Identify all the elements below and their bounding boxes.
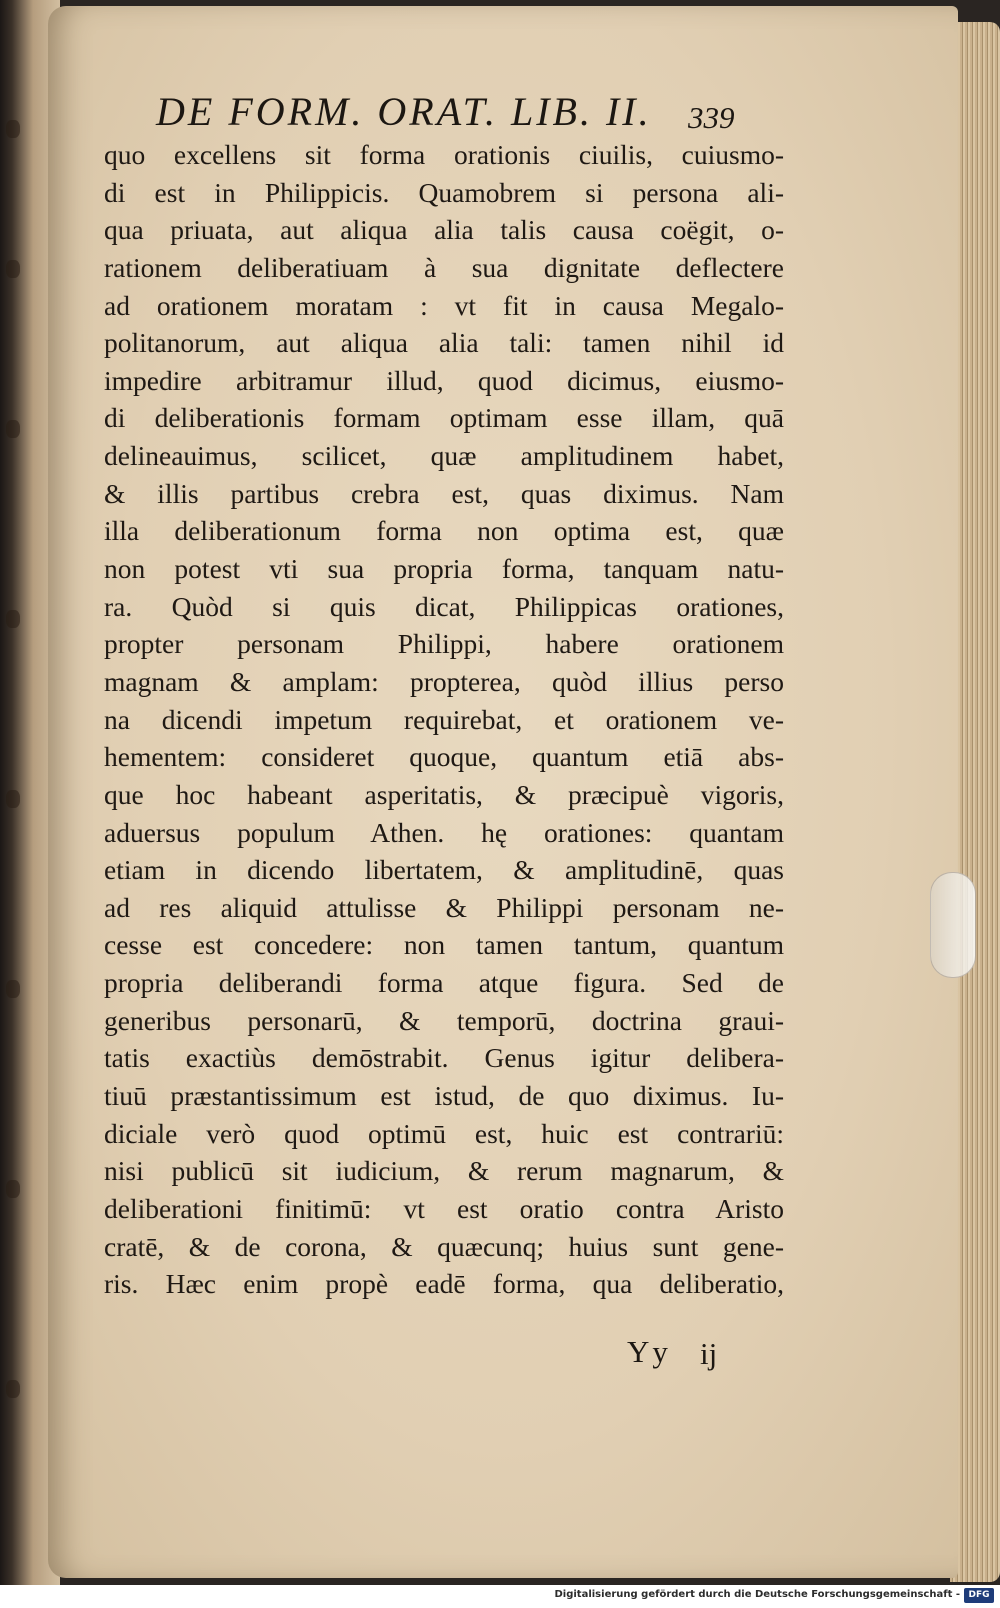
text-line: na dicendi impetum requirebat, et orationem ve- [104, 703, 784, 735]
book-page [48, 6, 958, 1578]
text-line: ris. Hæc enim propè eadē forma, qua deliberatio, [104, 1268, 784, 1300]
text-line: ad orationem moratam : vt fit in causa Megalo- [104, 289, 784, 321]
text-line: di deliberationis formam optimam esse illam, quā [104, 402, 784, 434]
text-line: delineauimus, scilicet, quæ amplitudinem habet, [104, 440, 784, 472]
digitization-footer [0, 1585, 1000, 1608]
dfg-logo-icon: DFG [964, 1588, 994, 1603]
text-line: diciale verò quod optimū est, huic est contrariū: [104, 1117, 784, 1149]
bleed-through-mark [6, 790, 20, 808]
text-line: nisi publicū sit iudicium, & rerum magnarum, & [104, 1155, 784, 1187]
text-line: generibus personarū, & temporū, doctrina graui- [104, 1004, 784, 1036]
text-line: cratē, & de corona, & quæcunq; huius sunt gene- [104, 1230, 784, 1262]
text-line: tiuū præstantissimum est istud, de quo diximus. Iu- [104, 1080, 784, 1112]
text-line: illa deliberationum forma non optima est, quæ [104, 515, 784, 547]
text-line: rationem deliberatiuam à sua dignitate deflectere [104, 251, 784, 283]
funding-credit-text: Digitalisierung gefördert durch die Deutsche Forschungsgemeinschaft - [554, 1589, 960, 1600]
page-clip-holder [930, 872, 976, 978]
text-line: di est in Philippicis. Quamobrem si persona ali- [104, 176, 784, 208]
bleed-through-mark [6, 260, 20, 278]
text-line: etiam in dicendo libertatem, & amplitudinē, quas [104, 854, 784, 886]
page-number: 339 [688, 100, 735, 135]
text-line: que hoc habeant asperitatis, & præcipuè vigoris, [104, 778, 784, 810]
text-line: hementem: consideret quoque, quantum etiā abs- [104, 741, 784, 773]
text-line: quo excellens sit forma orationis ciuilis, cuiusmo- [104, 139, 784, 170]
text-line: tatis exactiùs demōstrabit. Genus igitur delibera- [104, 1042, 784, 1074]
text-line: propria deliberandi forma atque figura. Sed de [104, 967, 784, 999]
bleed-through-mark [6, 420, 20, 438]
text-line: qua priuata, aut aliqua alia talis causa coëgit, o- [104, 214, 784, 246]
bleed-through-mark [6, 1380, 20, 1398]
text-line: impedire arbitramur illud, quod dicimus, eiusmo- [104, 364, 784, 396]
text-line: magnam & amplam: propterea, quòd illius perso [104, 665, 784, 697]
text-line: cesse est concedere: non tamen tantum, quantum [104, 929, 784, 961]
signature-mark: ij [700, 1336, 718, 1371]
text-line: politanorum, aut aliqua alia tali: tamen nihil id [104, 327, 784, 359]
text-line: aduersus populum Athen. hę orationes: quantam [104, 816, 784, 848]
bleed-through-mark [6, 980, 20, 998]
bleed-through-mark [6, 1180, 20, 1198]
text-line: non potest vti sua propria forma, tanquam natu- [104, 553, 784, 585]
text-line: deliberationi finitimū: vt est oratio contra Aristo [104, 1192, 784, 1224]
running-head: DE FORM. ORAT. LIB. II. [156, 89, 652, 134]
text-line: ad res aliquid attulisse & Philippi personam ne- [104, 891, 784, 923]
text-line: ra. Quòd si quis dicat, Philippicas orationes, [104, 590, 784, 622]
text-line: propter personam Philippi, habere orationem [104, 628, 784, 660]
text-line: & illis partibus crebra est, quas diximus. Nam [104, 477, 784, 509]
bleed-through-mark [6, 610, 20, 628]
catchword: Yy [627, 1334, 671, 1369]
bleed-through-mark [6, 120, 20, 138]
body-text [104, 136, 784, 1303]
